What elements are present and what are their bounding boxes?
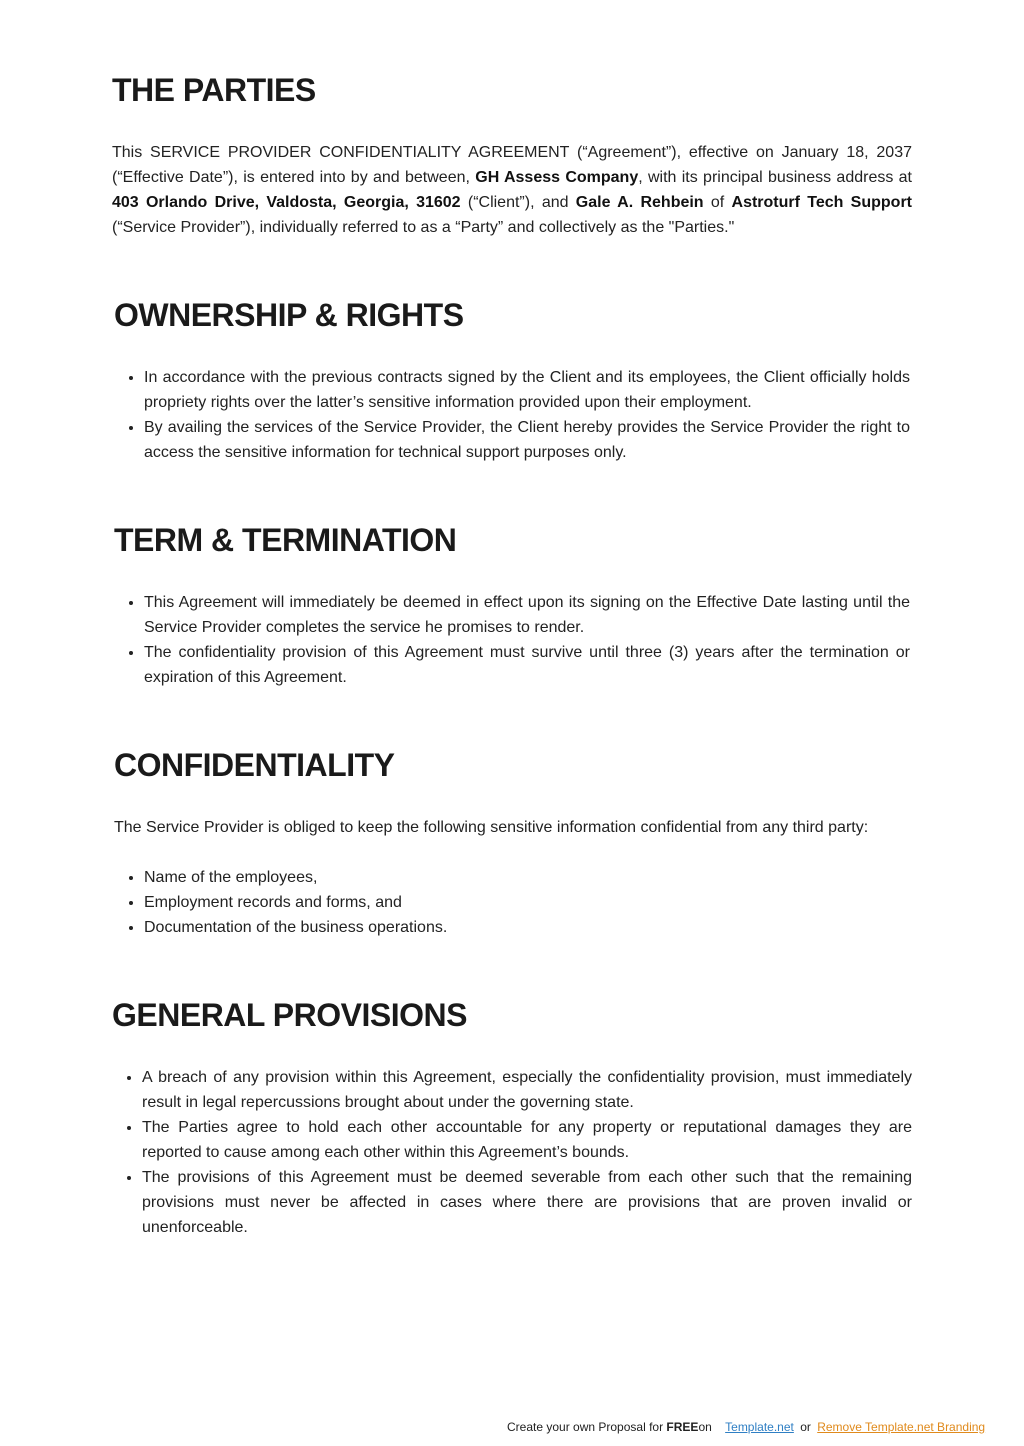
parties-text-2: , with its principal business address at — [638, 169, 912, 186]
section-title-ownership: OWNERSHIP & RIGHTS — [114, 297, 464, 333]
section-title-parties: THE PARTIES — [112, 72, 316, 108]
parties-paragraph — [112, 140, 912, 240]
list-item: • Employment records and forms, and — [144, 890, 910, 915]
footer-or: or — [800, 1420, 811, 1434]
list-item: • A breach of any provision within this Agreement, especially the confidentiality provision, must immediately result in legal repercussions brought about under the governing state. — [142, 1065, 912, 1115]
provider-person-name: Gale A. Rehbein — [575, 194, 704, 211]
list-item: • Name of the employees, — [144, 865, 910, 890]
footer-prefix: Create your own Proposal for — [507, 1420, 667, 1434]
parties-text-1: This SERVICE PROVIDER CONFIDENTIALITY AGREEMENT (“Agreement”), effective on January 18, 2037 (“Effective Date”), is entered into by and between, — [112, 144, 912, 186]
general-list — [112, 1065, 912, 1240]
section-title-term: TERM & TERMINATION — [114, 522, 457, 558]
ownership-list — [114, 365, 910, 465]
client-address: 403 Orlando Drive, Valdosta, Georgia, 31602 — [112, 194, 461, 211]
parties-text-4: of — [703, 194, 732, 211]
list-item: • Documentation of the business operations. — [144, 915, 910, 940]
footer-free: FREE — [666, 1420, 699, 1434]
list-item: • In accordance with the previous contracts signed by the Client and its employees, the Client officially holds propriety rights over the latter’s sensitive information provided upon their employment. — [144, 365, 910, 415]
list-item: • The confidentiality provision of this Agreement must survive until three (3) years after the termination or expiration of this Agreement. — [144, 640, 910, 690]
confidentiality-list — [114, 865, 910, 940]
branding-footer — [507, 1418, 1007, 1436]
section-title-confidentiality: CONFIDENTIALITY — [114, 747, 395, 783]
list-item: • This Agreement will immediately be deemed in effect upon its signing on the Effective Date lasting until the Service Provider completes the service he promises to render. — [144, 590, 910, 640]
term-list — [114, 590, 910, 690]
list-item: • The Parties agree to hold each other accountable for any property or reputational damages they are reported to cause among each other within this Agreement’s bounds. — [142, 1115, 912, 1165]
client-company-name: GH Assess Company — [475, 169, 639, 186]
parties-text-3: (“Client”), and — [460, 194, 576, 211]
provider-company-name: Astroturf Tech Support — [731, 194, 913, 211]
list-item: • The provisions of this Agreement must be deemed severable from each other such that the remaining provisions must never be affected in cases where there are provisions that are proven invalid or unenforceable. — [142, 1165, 912, 1240]
section-title-general: GENERAL PROVISIONS — [112, 997, 467, 1033]
template-net-link[interactable]: Template.net — [725, 1420, 794, 1434]
parties-text-5: (“Service Provider”), individually referred to as a “Party” and collectively as the "Parties." — [112, 219, 735, 236]
list-item: • By availing the services of the Service Provider, the Client hereby provides the Service Provider the right to access the sensitive information for technical support purposes only. — [144, 415, 910, 465]
footer-on: on — [698, 1420, 712, 1434]
remove-branding-link[interactable]: Remove Template.net Branding — [817, 1420, 986, 1434]
confidentiality-intro: The Service Provider is obliged to keep the following sensitive information confidential from any third party: — [114, 819, 869, 836]
